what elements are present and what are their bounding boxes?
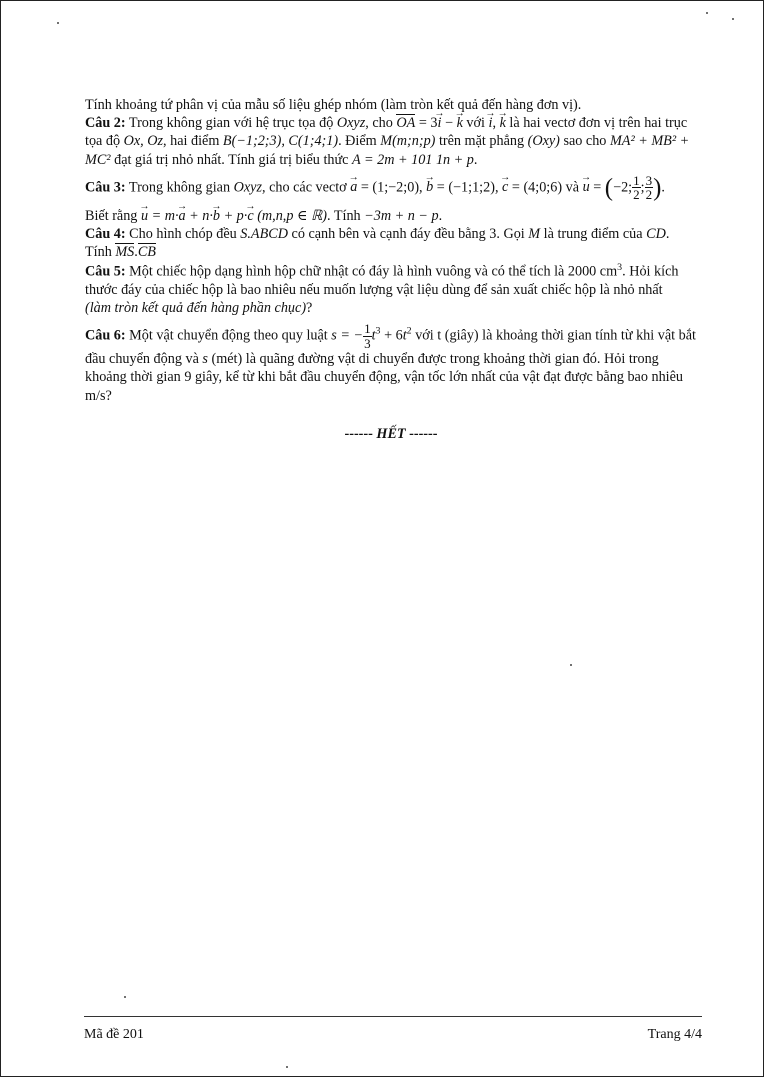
scan-speck xyxy=(57,22,59,24)
vector-i: → i xyxy=(489,115,493,131)
vector-u: → u xyxy=(583,179,590,195)
vector-b: → b xyxy=(426,179,433,195)
text: . Điểm xyxy=(338,133,381,150)
vector-b: → b xyxy=(213,208,220,224)
text: . Tính xyxy=(327,208,365,225)
page-number: Trang 4/4 xyxy=(647,1027,702,1042)
text: , xyxy=(492,115,500,132)
math: B(−1;2;3), C(1;4;1) xyxy=(222,133,339,150)
vector-cb: CB xyxy=(137,244,156,261)
math: = (−1;1;2), xyxy=(433,179,503,196)
math: −3m + n − p xyxy=(364,208,439,225)
math: − xyxy=(441,115,457,132)
superscript: 3 xyxy=(617,261,623,273)
math: = m· xyxy=(148,208,179,225)
paren: ) xyxy=(653,173,662,201)
text: Một chiếc hộp dạng hình hộp chữ nhật có đáy là hình vuông và có thể tích là 2000 cm xyxy=(125,263,618,280)
math: t xyxy=(371,327,376,344)
exam-content xyxy=(85,96,697,443)
question-6 xyxy=(85,322,697,405)
dashes: ------ xyxy=(405,425,438,442)
dashes: ------ xyxy=(344,425,377,442)
vector-c: → c xyxy=(502,179,508,195)
vector-i: → i xyxy=(438,115,442,131)
paren: ( xyxy=(604,173,614,201)
question-5 xyxy=(85,262,697,317)
question-label: Câu 5: xyxy=(85,263,126,280)
vector-oa: OA xyxy=(396,115,416,132)
text: . xyxy=(661,179,665,196)
text: Trong không gian xyxy=(125,179,234,196)
scan-speck xyxy=(124,996,126,998)
text: đạt giá trị nhỏ nhất. Tính giá trị biểu thức xyxy=(110,151,353,168)
text: (mét) là quãng đường vật di chuyển được trong khoảng thời gian đó. Hỏi trong khoảng thời gian 9 giây, kể từ khi bắt đầu chuyển động, vận tốc lớn nhất của vật đạt được bằng bao nhiêu m/s? xyxy=(85,351,684,404)
superscript: 3 xyxy=(375,325,381,337)
math: S.ABCD xyxy=(240,226,288,243)
question-label: Câu 2: xyxy=(85,115,126,132)
math: + p· xyxy=(220,208,248,225)
math: −2; xyxy=(613,179,633,196)
text: Biết rằng xyxy=(85,208,141,225)
scan-speck xyxy=(732,18,734,20)
superscript: 2 xyxy=(406,325,412,337)
numerator: 3 xyxy=(645,172,653,188)
math: M(m;n;p) xyxy=(380,133,436,150)
text: là trung điểm của xyxy=(540,226,647,243)
question-label: Câu 3: xyxy=(85,179,126,196)
math: CD xyxy=(646,226,666,243)
text: , hai điểm xyxy=(163,133,223,150)
vector-ms: MS xyxy=(115,244,135,261)
text: , cho xyxy=(365,115,397,132)
text: có cạnh bên và cạnh đáy đều bằng 3. Gọi xyxy=(287,226,529,243)
question-label: Câu 4: xyxy=(85,226,126,243)
math: A = 2m + 101 1n + p xyxy=(352,151,474,168)
end-word: HẾT xyxy=(376,425,406,442)
text: . xyxy=(665,226,670,243)
math: M xyxy=(528,226,541,243)
end-marker xyxy=(85,425,697,443)
fraction xyxy=(645,174,654,202)
text: Cho hình chóp đều xyxy=(125,226,241,243)
scan-speck xyxy=(570,664,572,666)
scan-speck xyxy=(706,12,708,14)
text: với t (giây) là khoảng thời gian tính từ khi vật bắt đầu chuyển động và xyxy=(85,327,696,368)
math: Oxyz xyxy=(233,179,262,196)
question-4 xyxy=(85,225,697,261)
numerator: 1 xyxy=(364,320,371,336)
math: + 6 xyxy=(380,327,403,344)
text: là hai vectơ đơn vị trên hai trục tọa độ xyxy=(85,115,688,150)
vector-k: → k xyxy=(457,115,463,131)
text: ? xyxy=(306,299,313,316)
math: Ox, Oz xyxy=(123,133,164,150)
note: (làm tròn kết quả đến hàng phần chục) xyxy=(85,299,307,316)
text: trên mặt phẳng xyxy=(435,133,528,150)
question-3 xyxy=(85,174,697,202)
vector-k: → k xyxy=(500,115,506,131)
math: s xyxy=(202,351,208,368)
text: với xyxy=(462,115,489,132)
text: . xyxy=(438,208,443,225)
text: và xyxy=(562,179,583,196)
vector-a: → a xyxy=(350,179,357,195)
text: . Hỏi kích thước đáy của chiếc hộp là bao nhiêu nếu muốn lượng vật liệu dùng để sản xuất chiếc hộp là nhỏ nhất xyxy=(85,263,679,298)
math: t xyxy=(402,327,407,344)
text: sao cho xyxy=(559,133,610,150)
denominator: 2 xyxy=(633,187,640,203)
math: . xyxy=(134,244,138,261)
math: (Oxy) xyxy=(527,133,560,150)
math: = 3 xyxy=(415,115,438,132)
question-3-cont xyxy=(85,207,697,225)
text: . xyxy=(473,151,478,168)
question-label: Câu 6: xyxy=(85,327,126,344)
math: = xyxy=(589,179,605,196)
exam-code: Mã đề 201 xyxy=(84,1027,144,1042)
math: (m,n,p ∈ ℝ) xyxy=(253,208,327,225)
fraction xyxy=(632,174,641,202)
text: Một vật chuyển động theo quy luật xyxy=(125,327,332,344)
math: = (4;0;6) xyxy=(508,179,563,196)
vector-c: → c xyxy=(247,208,253,224)
fraction xyxy=(363,322,372,350)
numerator: 1 xyxy=(633,172,640,188)
intro-line: Tính khoảng tứ phân vị của mẫu số liệu ghép nhóm (làm tròn kết quả đến hàng đơn vị). xyxy=(85,97,582,113)
scan-speck xyxy=(286,1066,288,1068)
math: Oxyz xyxy=(336,115,366,132)
vector-u: → u xyxy=(141,208,148,224)
text: Trong không gian với hệ trục tọa độ xyxy=(125,115,337,132)
denominator: 2 xyxy=(645,187,653,203)
denominator: 3 xyxy=(364,335,371,351)
question-2 xyxy=(85,114,697,169)
text: , cho các vectơ xyxy=(261,179,351,196)
math: = (1;−2;0), xyxy=(357,179,427,196)
text: Tính xyxy=(85,244,116,261)
math: ; xyxy=(640,179,645,196)
math: MA² + MB² + MC² xyxy=(85,133,690,168)
page-footer xyxy=(84,1016,702,1043)
vector-a: → a xyxy=(179,208,186,224)
math: s = − xyxy=(331,327,364,344)
math: + n· xyxy=(185,208,213,225)
